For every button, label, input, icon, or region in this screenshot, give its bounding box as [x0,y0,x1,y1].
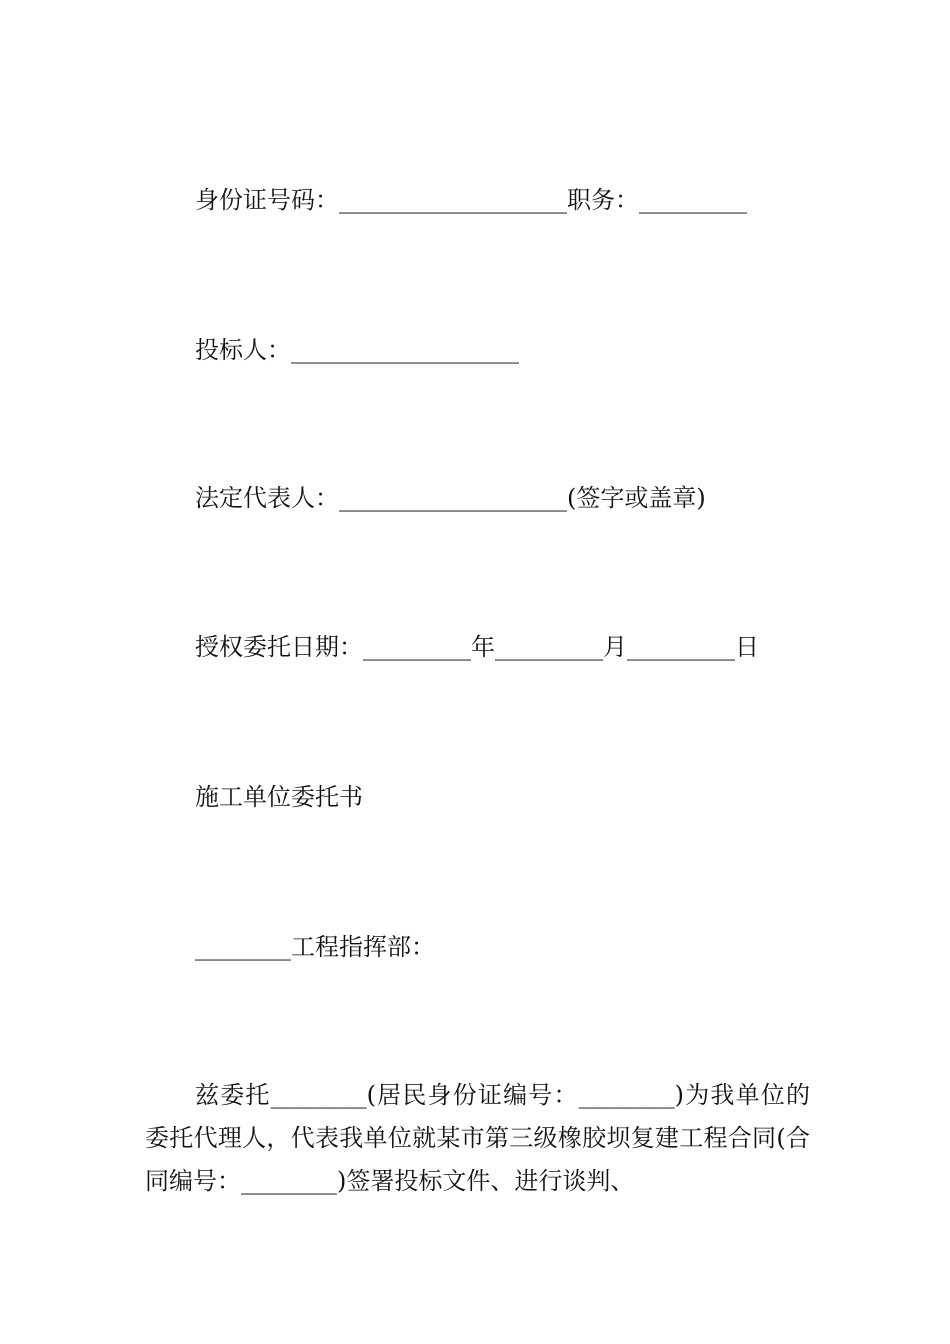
id-number-position-line: 身份证号码：___________________职务：_________ [195,186,747,214]
addressee-line: ________工程指挥部： [195,933,435,961]
bidder-line: 投标人：___________________ [195,336,519,364]
authorization-date-line: 授权委托日期：_________年_________月_________日 [195,633,759,661]
section-title: 施工单位委托书 [195,783,363,811]
legal-representative-line: 法定代表人：___________________(签字或盖章) [195,484,706,512]
entrustment-paragraph: 兹委托________(居民身份证编号：________)为我单位的委托代理人，代表我单位就某市第三级橡胶坝复建工程合同(合同编号：________)签署投标文件、进行谈判、 [145,1081,810,1195]
